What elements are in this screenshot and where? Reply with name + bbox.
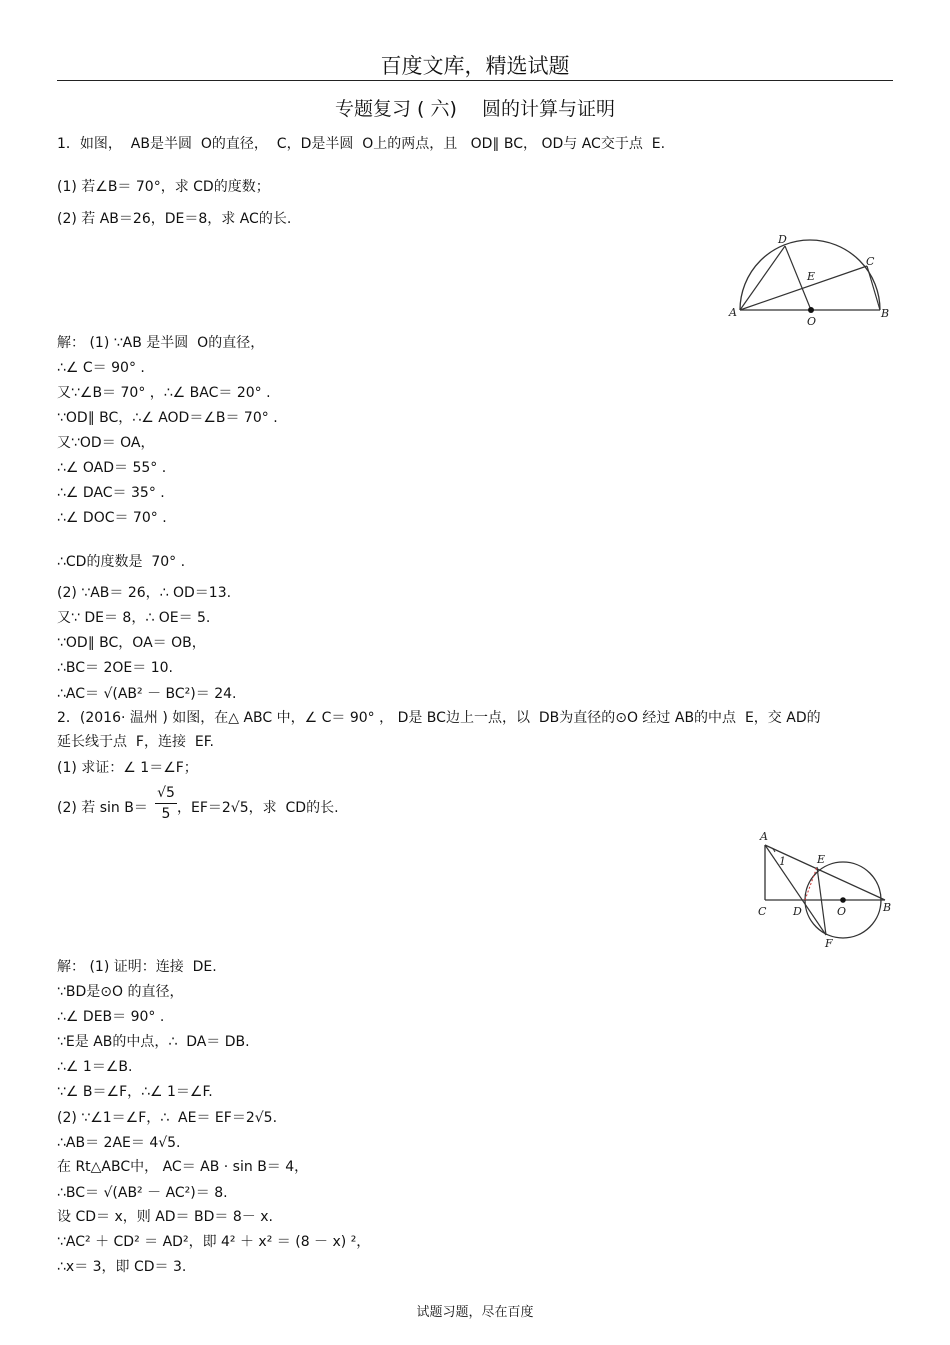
q1-solution-line: 又∵OD＝ OA，: [57, 435, 155, 451]
q2-solution-line: 在 Rt△ABC中， AC＝ AB · sin B＝ 4，: [57, 1159, 309, 1175]
q2-solution-line: (2) ∵∠1＝∠F，∴ AE＝ EF＝2√5.: [57, 1110, 278, 1126]
q2-solution-line: 解： (1) 证明：连接 DE.: [57, 959, 217, 975]
page-footer: 试题习题，尽在百度: [416, 1305, 534, 1320]
q1-solution-line: 又∵∠B＝ 70° ，∴∠ BAC＝ 20° .: [57, 385, 271, 401]
q1-label-o: O: [807, 315, 817, 328]
q2-solution-line: ∴∠ DEB＝ 90° .: [57, 1009, 165, 1025]
fraction-bar: [155, 803, 177, 804]
q1-solution-line: ∴∠ C＝ 90° .: [57, 360, 145, 376]
q2-label-o: O: [837, 905, 847, 918]
q1-label-b: B: [881, 307, 890, 320]
q1-solution-line: ∴BC＝ 2OE＝ 10.: [57, 660, 173, 676]
q2-label-f: F: [825, 937, 833, 950]
q2-part1: (1) 求证：∠ 1＝∠F；: [57, 760, 198, 776]
q2-label-a: A: [760, 830, 768, 843]
fraction-numerator: √5: [157, 785, 175, 801]
q1-solution-line: ∴∠ DAC＝ 35° .: [57, 485, 165, 501]
q2-sin-fraction: [155, 785, 177, 822]
q2-label-b: B: [883, 901, 892, 914]
header-divider: [57, 80, 893, 81]
q2-solution-line: ∴BC＝ √(AB² － AC²)＝ 8.: [57, 1185, 228, 1201]
q1-label-d: D: [778, 233, 787, 246]
q1-solution-line: ∴AC＝ √(AB² － BC²)＝ 24.: [57, 686, 237, 702]
q2-solution-line: ∵AC² ＋ CD² ＝ AD²，即 4² ＋ x² ＝ (8 － x) ²，: [57, 1234, 371, 1250]
q1-solution-line: 又∵ DE＝ 8，∴ OE＝ 5.: [57, 610, 211, 626]
q2-label-d: D: [793, 905, 802, 918]
q2-label-e: E: [817, 853, 826, 866]
q2-stem-line1: 2．(2016· 温州 ) 如图，在△ ABC 中，∠ C＝ 90° ， D是 BC边上一点，以 DB为直径的⊙O 经过 AB的中点 E，交 AD的: [57, 710, 821, 726]
q2-part2-suffix: ，EF＝2√5，求 CD的长.: [177, 800, 339, 816]
q2-solution-line: ∵E是 AB的中点，∴ DA＝ DB.: [57, 1034, 250, 1050]
q2-solution-line: 设 CD＝ x，则 AD＝ BD＝ 8－ x.: [57, 1209, 273, 1225]
q2-triangle-circle-figure: [755, 827, 895, 952]
q1-solution-line: ∴∠ DOC＝ 70° .: [57, 510, 167, 526]
q1-solution-line: ∵OD∥ BC，OA＝ OB，: [57, 635, 206, 651]
q2-stem-line2: 延长线于点 F，连接 EF.: [57, 734, 214, 750]
q1-solution-line: ∵OD∥ BC，∴∠ AOD＝∠B＝ 70° .: [57, 410, 278, 426]
q1-solution-line: ∴∠ OAD＝ 55° .: [57, 460, 167, 476]
page-header: 百度文库，精选试题: [380, 54, 570, 78]
q2-solution-line: ∵∠ B＝∠F，∴∠ 1＝∠F.: [57, 1084, 213, 1100]
q1-part1: (1) 若∠B＝ 70°，求 CD的度数；: [57, 179, 270, 195]
q2-solution-line: ∴x＝ 3，即 CD＝ 3.: [57, 1259, 187, 1275]
q1-semicircle-figure: [725, 232, 895, 332]
q2-label-c: C: [758, 905, 767, 918]
q2-part2-prefix: (2) 若 sin B＝: [57, 800, 148, 816]
document-title: 专题复习 ( 六) 圆的计算与证明: [335, 98, 615, 120]
q2-label-1: 1: [779, 855, 786, 868]
q2-solution-line: ∴∠ 1＝∠B.: [57, 1059, 133, 1075]
q1-solution-line: ∴CD的度数是 70° .: [57, 554, 186, 570]
q1-label-e: E: [807, 270, 816, 283]
q2-solution-line: ∵BD是⊙O 的直径，: [57, 984, 184, 1000]
q1-part2: (2) 若 AB＝26，DE＝8，求 AC的长.: [57, 211, 292, 227]
q1-solution-line: (2) ∵AB＝ 26，∴ OD＝13.: [57, 585, 232, 601]
q1-label-a: A: [729, 306, 737, 319]
q1-label-c: C: [866, 255, 875, 268]
q2-solution-line: ∴AB＝ 2AE＝ 4√5.: [57, 1135, 181, 1151]
q1-solution-line: 解： (1) ∵AB 是半圆 O的直径，: [57, 335, 265, 351]
fraction-denominator: 5: [161, 806, 171, 822]
q1-stem: 1．如图， AB是半圆 O的直径， C，D是半圆 O上的两点，且 OD∥ BC， OD与 AC交于点 E.: [57, 136, 666, 152]
